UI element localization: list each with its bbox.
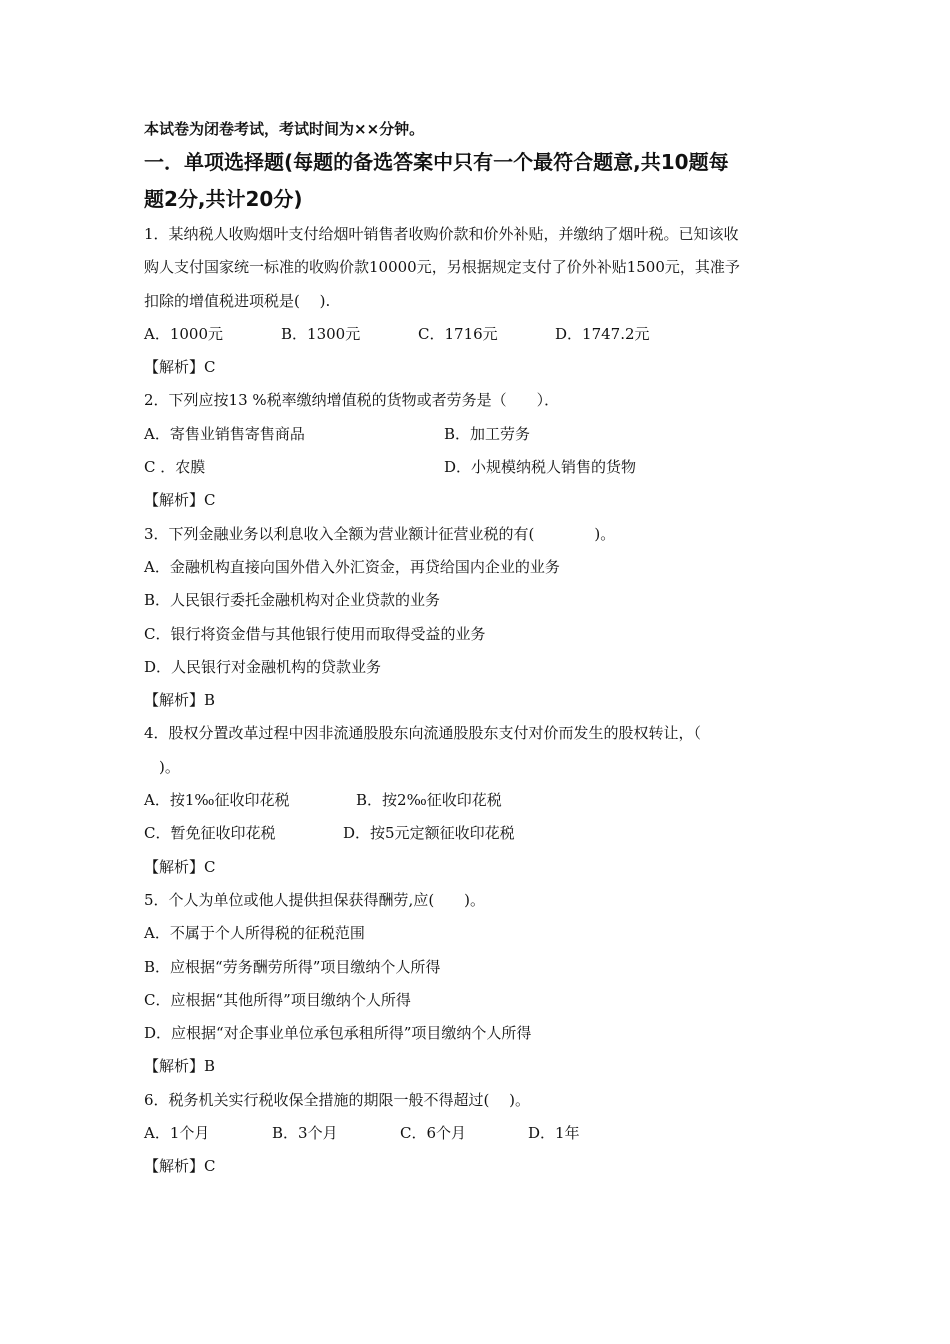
question-4-option-a: A．按1‰征收印花税 <box>144 791 290 810</box>
question-1-options <box>144 318 814 351</box>
question-3-option-d: D．人民银行对金融机构的贷款业务 <box>144 657 382 676</box>
question-1-stem-line-1: 1．某纳税人收购烟叶支付给烟叶销售者收购价款和价外补贴，并缴纳了烟叶税。已知该收 <box>144 225 739 243</box>
question-1-answer: 【解析】C <box>144 358 216 377</box>
question-4-stem-line-1: 4．股权分置改革过程中因非流通股股东向流通股股东支付对价而发生的股权转让，（ <box>144 724 702 743</box>
question-5-answer: 【解析】B <box>144 1057 216 1076</box>
question-5-option-c: C．应根据“其他所得”项目缴纳个人所得 <box>144 990 411 1009</box>
question-4 <box>144 717 814 883</box>
question-4-answer: 【解析】C <box>144 857 216 876</box>
question-3 <box>144 518 814 718</box>
question-2-answer: 【解析】C <box>144 491 216 510</box>
exam-notice: 本试卷为闭卷考试，考试时间为××分钟。 <box>144 120 425 138</box>
question-5-stem: 5．个人为单位或他人提供担保获得酬劳,应( )。 <box>144 890 486 909</box>
question-2-stem: 2．下列应按13 %税率缴纳增值税的货物或者劳务是（ ）． <box>144 391 560 410</box>
question-3-stem: 3．下列金融业务以利息收入全额为营业额计征营业税的有( )。 <box>144 524 616 543</box>
question-2-options-row-2 <box>144 451 814 484</box>
question-6-option-d: D．1年 <box>528 1124 580 1143</box>
question-2-options-row-1 <box>144 418 814 451</box>
question-1-option-a: A．1000元 <box>144 324 224 343</box>
question-5-option-b: B．应根据“劳务酬劳所得”项目缴纳个人所得 <box>144 957 441 976</box>
question-1-option-d: D．1747.2元 <box>555 324 650 343</box>
question-2 <box>144 384 814 517</box>
question-6-option-c: C．6个月 <box>400 1124 467 1143</box>
question-5-option-d: D．应根据“对企事业单位承包承租所得”项目缴纳个人所得 <box>144 1024 532 1043</box>
question-6 <box>144 1084 814 1184</box>
question-5 <box>144 884 814 1084</box>
question-4-option-b: B．按2‰征收印花税 <box>356 791 502 810</box>
question-1-option-c: C．1716元 <box>418 324 498 343</box>
question-6-options <box>144 1117 814 1150</box>
question-1 <box>144 218 814 384</box>
question-2-option-c: C ．农膜 <box>144 458 206 477</box>
question-4-stem-line-2: )。 <box>144 757 180 776</box>
section-title <box>144 140 814 218</box>
exam-page <box>144 118 814 1184</box>
question-1-stem-line-2: 购人支付国家统一标准的收购价款10000元，另根据规定支付了价外补贴1500元，其准予 <box>144 258 740 277</box>
section-title-line-1: 一．单项选择题(每题的备选答案中只有一个最符合题意,共10题每 <box>144 150 729 174</box>
question-2-option-b: B．加工劳务 <box>444 424 531 443</box>
question-1-stem-line-3: 扣除的增值税进项税是( ). <box>144 291 331 310</box>
question-3-answer: 【解析】B <box>144 691 216 710</box>
section-title-line-2: 题2分,共计20分) <box>144 187 303 211</box>
question-3-option-a: A．金融机构直接向国外借入外汇资金，再贷给国内企业的业务 <box>144 557 560 576</box>
question-4-options-row-2 <box>144 817 814 850</box>
question-6-stem: 6．税务机关实行税收保全措施的期限一般不得超过( )。 <box>144 1090 531 1109</box>
question-6-answer: 【解析】C <box>144 1157 216 1176</box>
question-2-option-a: A．寄售业销售寄售商品 <box>144 424 305 443</box>
question-2-option-d: D．小规模纳税人销售的货物 <box>444 458 637 477</box>
question-6-option-a: A．1个月 <box>144 1124 210 1143</box>
question-4-option-d: D．按5元定额征收印花税 <box>343 824 515 843</box>
question-6-option-b: B．3个月 <box>272 1124 338 1143</box>
question-3-option-c: C．银行将资金借与其他银行使用而取得受益的业务 <box>144 624 486 643</box>
question-1-option-b: B．1300元 <box>281 324 361 343</box>
question-4-options-row-1 <box>144 784 814 817</box>
question-3-option-b: B．人民银行委托金融机构对企业贷款的业务 <box>144 591 441 610</box>
question-4-option-c: C．暂免征收印花税 <box>144 824 276 843</box>
question-5-option-a: A．不属于个人所得税的征税范围 <box>144 924 365 943</box>
